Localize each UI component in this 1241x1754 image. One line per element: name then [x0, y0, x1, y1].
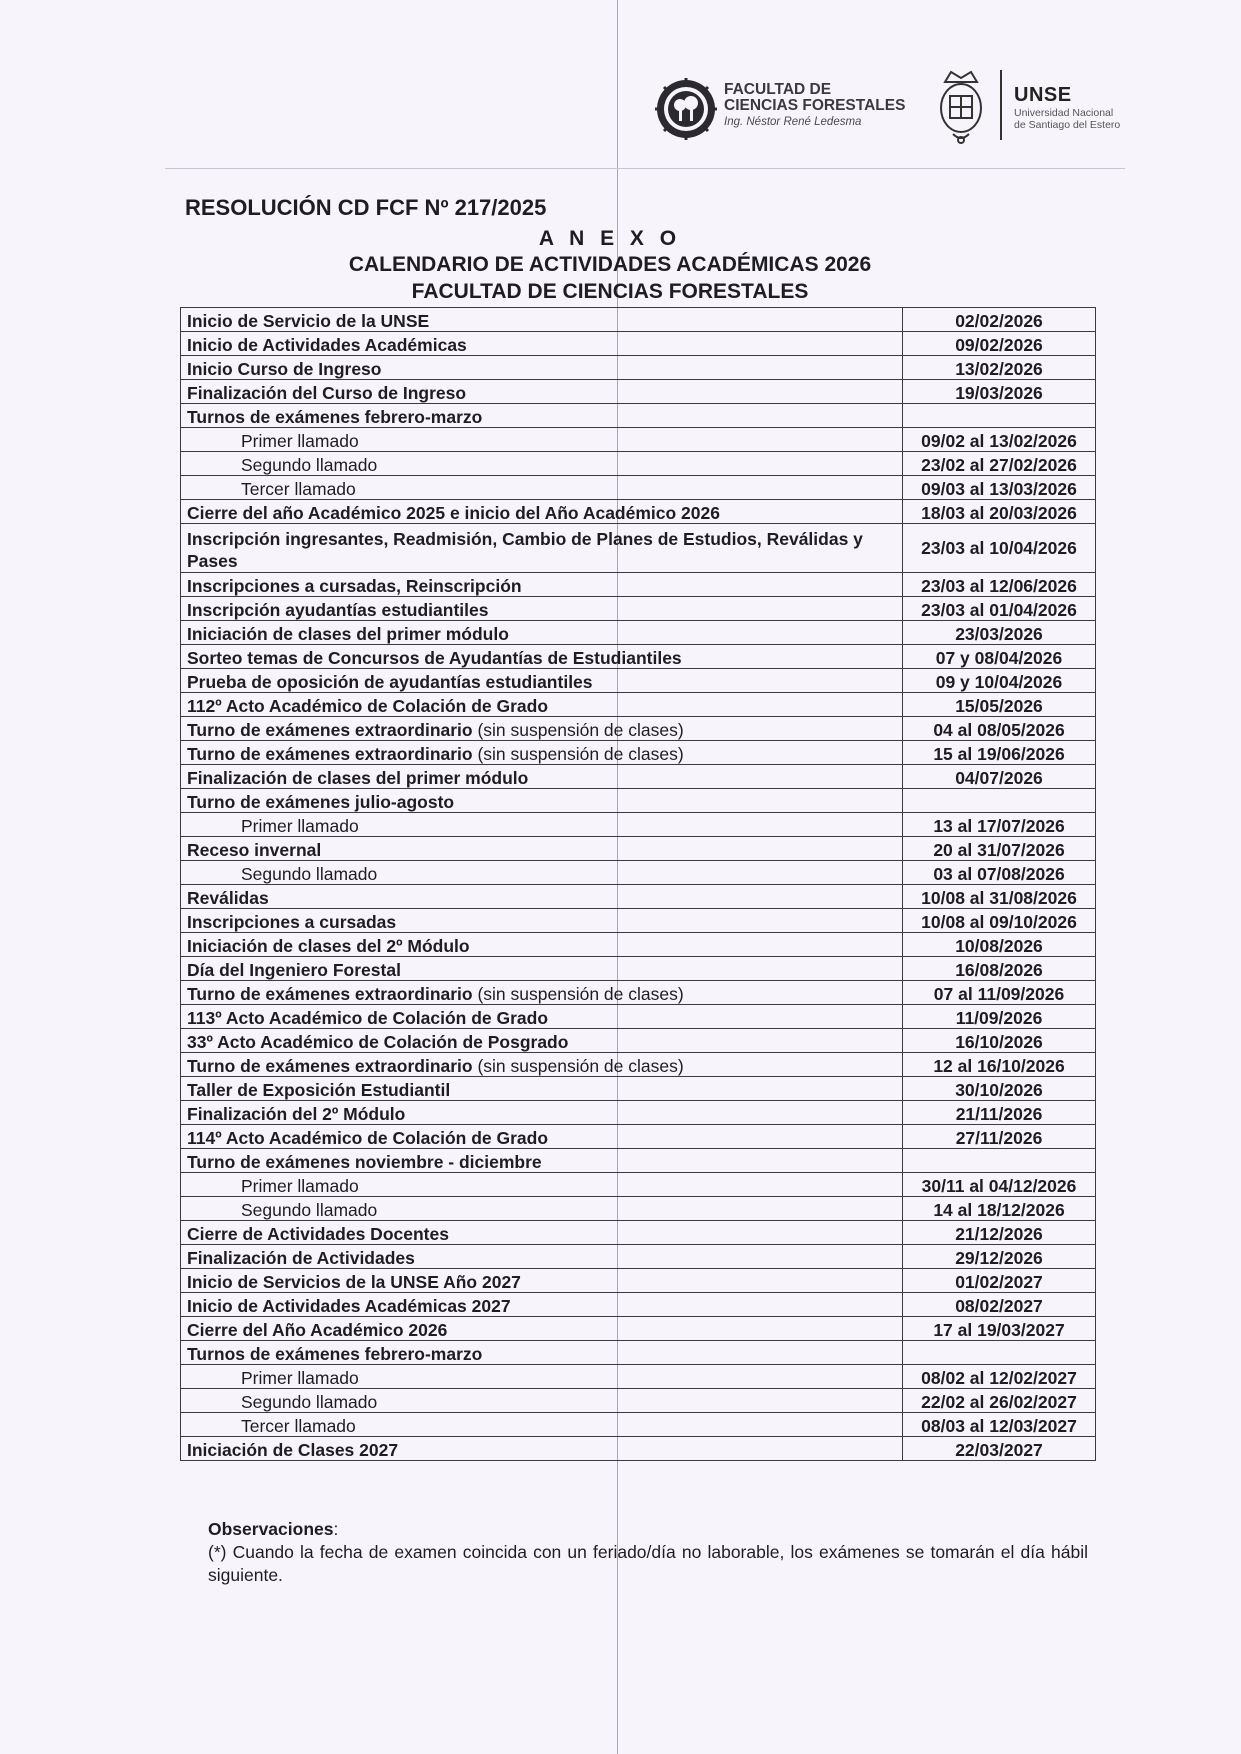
activity-label: Turno de exámenes extraordinario — [187, 744, 473, 764]
activity-label: Cierre de Actividades Docentes — [187, 1224, 449, 1244]
calendar-row — [181, 669, 1096, 693]
calendar-title: CALENDARIO DE ACTIVIDADES ACADÉMICAS 2026 — [348, 253, 872, 276]
activity-cell — [181, 1269, 903, 1293]
calendar-row — [181, 308, 1096, 332]
calendar-row — [181, 1437, 1096, 1461]
activity-cell — [181, 1125, 903, 1149]
academic-calendar-table — [180, 307, 1096, 1461]
calendar-row — [181, 813, 1096, 837]
calendar-row — [181, 837, 1096, 861]
calendar-row — [181, 1101, 1096, 1125]
sub-activity-cell — [181, 813, 903, 837]
calendar-row — [181, 1221, 1096, 1245]
calendar-row — [181, 1413, 1096, 1437]
observations-block — [208, 1518, 1088, 1587]
faculty-name-line2: CIENCIAS FORESTALES — [724, 97, 906, 114]
calendar-row — [181, 1365, 1096, 1389]
activity-cell — [181, 1317, 903, 1341]
activity-cell — [181, 1437, 903, 1461]
faculty-logo-icon — [655, 78, 717, 140]
activity-label: Sorteo temas de Concursos de Ayudantías de Estudiantiles — [187, 648, 682, 668]
calendar-row — [181, 1389, 1096, 1413]
faculty-name-line1: FACULTAD DE — [724, 81, 832, 98]
activity-label: Primer llamado — [241, 1368, 359, 1388]
date-cell — [903, 1341, 1096, 1365]
date-cell: 30/11 al 04/12/2026 — [903, 1173, 1096, 1197]
activity-cell — [181, 837, 903, 861]
activity-label: Receso invernal — [187, 840, 322, 860]
date-cell: 19/03/2026 — [903, 380, 1096, 404]
observations-colon: : — [333, 1519, 339, 1539]
date-cell: 15/05/2026 — [903, 693, 1096, 717]
activity-cell — [181, 1293, 903, 1317]
calendar-row — [181, 500, 1096, 524]
calendar-row — [181, 861, 1096, 885]
activity-label: Turnos de exámenes febrero-marzo — [187, 407, 483, 427]
activity-cell — [181, 500, 903, 524]
activity-cell — [181, 909, 903, 933]
sub-activity-cell — [181, 476, 903, 500]
activity-label: Inscripciones a cursadas — [187, 912, 397, 932]
activity-cell — [181, 524, 903, 573]
calendar-row — [181, 621, 1096, 645]
activity-cell — [181, 957, 903, 981]
activity-label: Iniciación de clases del primer módulo — [187, 624, 509, 644]
activity-cell — [181, 356, 903, 380]
activity-label: Turno de exámenes extraordinario — [187, 1056, 473, 1076]
sub-activity-cell — [181, 861, 903, 885]
activity-cell — [181, 789, 903, 813]
date-cell: 15 al 19/06/2026 — [903, 741, 1096, 765]
date-cell: 18/03 al 20/03/2026 — [903, 500, 1096, 524]
activity-label: Segundo llamado — [241, 1392, 378, 1412]
sub-activity-cell — [181, 1197, 903, 1221]
sub-activity-cell — [181, 1413, 903, 1437]
activity-cell — [181, 741, 903, 765]
calendar-row — [181, 1053, 1096, 1077]
activity-note: (sin suspensión de clases) — [472, 1056, 684, 1076]
calendar-row — [181, 452, 1096, 476]
activity-cell — [181, 717, 903, 741]
date-cell: 03 al 07/08/2026 — [903, 861, 1096, 885]
date-cell: 09/03 al 13/03/2026 — [903, 476, 1096, 500]
university-acronym: UNSE — [1014, 84, 1072, 106]
activity-label: Segundo llamado — [241, 455, 378, 475]
activity-label: Finalización del 2º Módulo — [187, 1104, 406, 1124]
university-name-line1: Universidad Nacional — [1014, 107, 1114, 119]
faculty-honoree: Ing. Néstor René Ledesma — [724, 116, 862, 128]
activity-note: (sin suspensión de clases) — [472, 744, 684, 764]
activity-cell — [181, 645, 903, 669]
date-cell: 08/02 al 12/02/2027 — [903, 1365, 1096, 1389]
observations-text: (*) Cuando la fecha de examen coincida con un feriado/día no laborable, los exámenes se tomarán el día hábil siguiente. — [208, 1542, 1088, 1585]
activity-cell — [181, 1101, 903, 1125]
activity-cell — [181, 1149, 903, 1173]
date-cell: 23/02 al 27/02/2026 — [903, 452, 1096, 476]
date-cell: 08/03 al 12/03/2027 — [903, 1413, 1096, 1437]
activity-label: 114º Acto Académico de Colación de Grado — [187, 1128, 549, 1148]
activity-cell — [181, 597, 903, 621]
activity-label: Iniciación de clases del 2º Módulo — [187, 936, 470, 956]
calendar-row — [181, 1317, 1096, 1341]
date-cell: 10/08 al 31/08/2026 — [903, 885, 1096, 909]
calendar-row — [181, 933, 1096, 957]
calendar-row — [181, 1005, 1096, 1029]
date-cell: 04 al 08/05/2026 — [903, 717, 1096, 741]
calendar-row — [181, 957, 1096, 981]
activity-cell — [181, 693, 903, 717]
date-cell: 23/03 al 01/04/2026 — [903, 597, 1096, 621]
date-cell: 11/09/2026 — [903, 1005, 1096, 1029]
activity-label: Cierre del Año Académico 2026 — [187, 1320, 448, 1340]
calendar-row — [181, 909, 1096, 933]
activity-label: Cierre del año Académico 2025 e inicio del Año Académico 2026 — [187, 503, 720, 523]
calendar-row — [181, 1125, 1096, 1149]
date-cell: 02/02/2026 — [903, 308, 1096, 332]
activity-label: Primer llamado — [241, 816, 359, 836]
header-divider — [165, 168, 1125, 169]
date-cell: 22/03/2027 — [903, 1437, 1096, 1461]
activity-label: Tercer llamado — [241, 1416, 356, 1436]
activity-cell — [181, 933, 903, 957]
activity-label: Día del Ingeniero Forestal — [187, 960, 401, 980]
activity-cell — [181, 1053, 903, 1077]
activity-label: Turnos de exámenes febrero-marzo — [187, 1344, 483, 1364]
calendar-row — [181, 597, 1096, 621]
calendar-row — [181, 693, 1096, 717]
date-cell: 22/02 al 26/02/2027 — [903, 1389, 1096, 1413]
activity-label: Inicio de Servicio de la UNSE — [187, 311, 430, 331]
date-cell: 07 y 08/04/2026 — [903, 645, 1096, 669]
calendar-row — [181, 981, 1096, 1005]
calendar-row — [181, 524, 1096, 573]
activity-label: Segundo llamado — [241, 1200, 378, 1220]
activity-label: Inscripción ayudantías estudiantiles — [187, 600, 489, 620]
activity-label: Inscripción ingresantes, Readmisión, Cambio de Planes de Estudios, Reválidas y Pases — [187, 529, 863, 571]
observations-heading: Observaciones — [208, 1519, 334, 1539]
activity-label: Turno de exámenes extraordinario — [187, 984, 473, 1004]
activity-label: Finalización del Curso de Ingreso — [187, 383, 467, 403]
sub-activity-cell — [181, 1173, 903, 1197]
activity-label: Inicio de Actividades Académicas — [187, 335, 467, 355]
date-cell — [903, 404, 1096, 428]
sub-activity-cell — [181, 428, 903, 452]
activity-cell — [181, 1245, 903, 1269]
date-cell: 29/12/2026 — [903, 1245, 1096, 1269]
activity-cell — [181, 573, 903, 597]
calendar-row — [181, 476, 1096, 500]
activity-label: Primer llamado — [241, 431, 359, 451]
activity-label: Inscripciones a cursadas, Reinscripción — [187, 576, 522, 596]
activity-label: Primer llamado — [241, 1176, 359, 1196]
activity-label: Inicio de Actividades Académicas 2027 — [187, 1296, 511, 1316]
calendar-row — [181, 765, 1096, 789]
activity-label: 33º Acto Académico de Colación de Posgrado — [187, 1032, 569, 1052]
activity-cell — [181, 1005, 903, 1029]
activity-note: (sin suspensión de clases) — [472, 720, 684, 740]
calendar-row — [181, 1173, 1096, 1197]
activity-label: Finalización de clases del primer módulo — [187, 768, 529, 788]
sub-activity-cell — [181, 1365, 903, 1389]
calendar-row — [181, 332, 1096, 356]
calendar-row — [181, 1029, 1096, 1053]
calendar-row — [181, 1149, 1096, 1173]
sub-activity-cell — [181, 1389, 903, 1413]
activity-label: Prueba de oposición de ayudantías estudiantiles — [187, 672, 593, 692]
date-cell: 30/10/2026 — [903, 1077, 1096, 1101]
date-cell: 13/02/2026 — [903, 356, 1096, 380]
calendar-row — [181, 1245, 1096, 1269]
date-cell: 23/03 al 12/06/2026 — [903, 573, 1096, 597]
activity-cell — [181, 765, 903, 789]
date-cell: 27/11/2026 — [903, 1125, 1096, 1149]
activity-label: Inicio de Servicios de la UNSE Año 2027 — [187, 1272, 521, 1292]
date-cell: 20 al 31/07/2026 — [903, 837, 1096, 861]
activity-label: Taller de Exposición Estudiantil — [187, 1080, 451, 1100]
activity-label: Turno de exámenes extraordinario — [187, 720, 473, 740]
activity-label: Iniciación de Clases 2027 — [187, 1440, 399, 1460]
activity-label: Inicio Curso de Ingreso — [187, 359, 382, 379]
calendar-row — [181, 1197, 1096, 1221]
activity-cell — [181, 332, 903, 356]
header-separator — [1000, 70, 1002, 140]
date-cell: 09/02/2026 — [903, 332, 1096, 356]
calendar-row — [181, 428, 1096, 452]
activity-cell — [181, 621, 903, 645]
calendar-row — [181, 380, 1096, 404]
university-name-block — [1014, 84, 1120, 131]
university-seal-icon — [935, 68, 987, 146]
activity-label: 113º Acto Académico de Colación de Grado — [187, 1008, 549, 1028]
date-cell: 21/11/2026 — [903, 1101, 1096, 1125]
date-cell: 13 al 17/07/2026 — [903, 813, 1096, 837]
anexo-heading: A N E X O — [538, 227, 682, 250]
date-cell: 17 al 19/03/2027 — [903, 1317, 1096, 1341]
date-cell: 14 al 18/12/2026 — [903, 1197, 1096, 1221]
activity-cell — [181, 1221, 903, 1245]
activity-label: Finalización de Actividades — [187, 1248, 415, 1268]
date-cell: 23/03/2026 — [903, 621, 1096, 645]
faculty-name-block — [724, 82, 905, 130]
activity-label: Segundo llamado — [241, 864, 378, 884]
date-cell: 10/08 al 09/10/2026 — [903, 909, 1096, 933]
date-cell: 04/07/2026 — [903, 765, 1096, 789]
calendar-row — [181, 885, 1096, 909]
calendar-subtitle: FACULTAD DE CIENCIAS FORESTALES — [411, 280, 809, 303]
activity-label: Turno de exámenes julio-agosto — [187, 792, 455, 812]
activity-cell — [181, 308, 903, 332]
activity-cell — [181, 1077, 903, 1101]
calendar-row — [181, 1077, 1096, 1101]
date-cell: 16/10/2026 — [903, 1029, 1096, 1053]
activity-label: Reválidas — [187, 888, 269, 908]
resolution-number: RESOLUCIÓN CD FCF Nº 217/2025 — [185, 195, 547, 220]
activity-label: 112º Acto Académico de Colación de Grado — [187, 696, 549, 716]
activity-cell — [181, 404, 903, 428]
calendar-row — [181, 789, 1096, 813]
activity-note: (sin suspensión de clases) — [472, 984, 684, 1004]
date-cell: 16/08/2026 — [903, 957, 1096, 981]
calendar-row — [181, 404, 1096, 428]
calendar-row — [181, 1341, 1096, 1365]
calendar-row — [181, 645, 1096, 669]
activity-cell — [181, 1341, 903, 1365]
activity-label: Tercer llamado — [241, 479, 356, 499]
date-cell — [903, 789, 1096, 813]
university-name-line2: de Santiago del Estero — [1014, 119, 1121, 131]
activity-cell — [181, 669, 903, 693]
activity-label: Turno de exámenes noviembre - diciembre — [187, 1152, 542, 1172]
activity-cell — [181, 380, 903, 404]
date-cell: 07 al 11/09/2026 — [903, 981, 1096, 1005]
date-cell — [903, 1149, 1096, 1173]
date-cell: 01/02/2027 — [903, 1269, 1096, 1293]
activity-cell — [181, 1029, 903, 1053]
date-cell: 21/12/2026 — [903, 1221, 1096, 1245]
date-cell: 09 y 10/04/2026 — [903, 669, 1096, 693]
calendar-row — [181, 1269, 1096, 1293]
date-cell: 23/03 al 10/04/2026 — [903, 524, 1096, 573]
activity-cell — [181, 981, 903, 1005]
calendar-row — [181, 741, 1096, 765]
calendar-row — [181, 356, 1096, 380]
sub-activity-cell — [181, 452, 903, 476]
calendar-row — [181, 573, 1096, 597]
activity-cell — [181, 885, 903, 909]
calendar-row — [181, 717, 1096, 741]
date-cell: 09/02 al 13/02/2026 — [903, 428, 1096, 452]
date-cell: 08/02/2027 — [903, 1293, 1096, 1317]
date-cell: 10/08/2026 — [903, 933, 1096, 957]
calendar-row — [181, 1293, 1096, 1317]
date-cell: 12 al 16/10/2026 — [903, 1053, 1096, 1077]
